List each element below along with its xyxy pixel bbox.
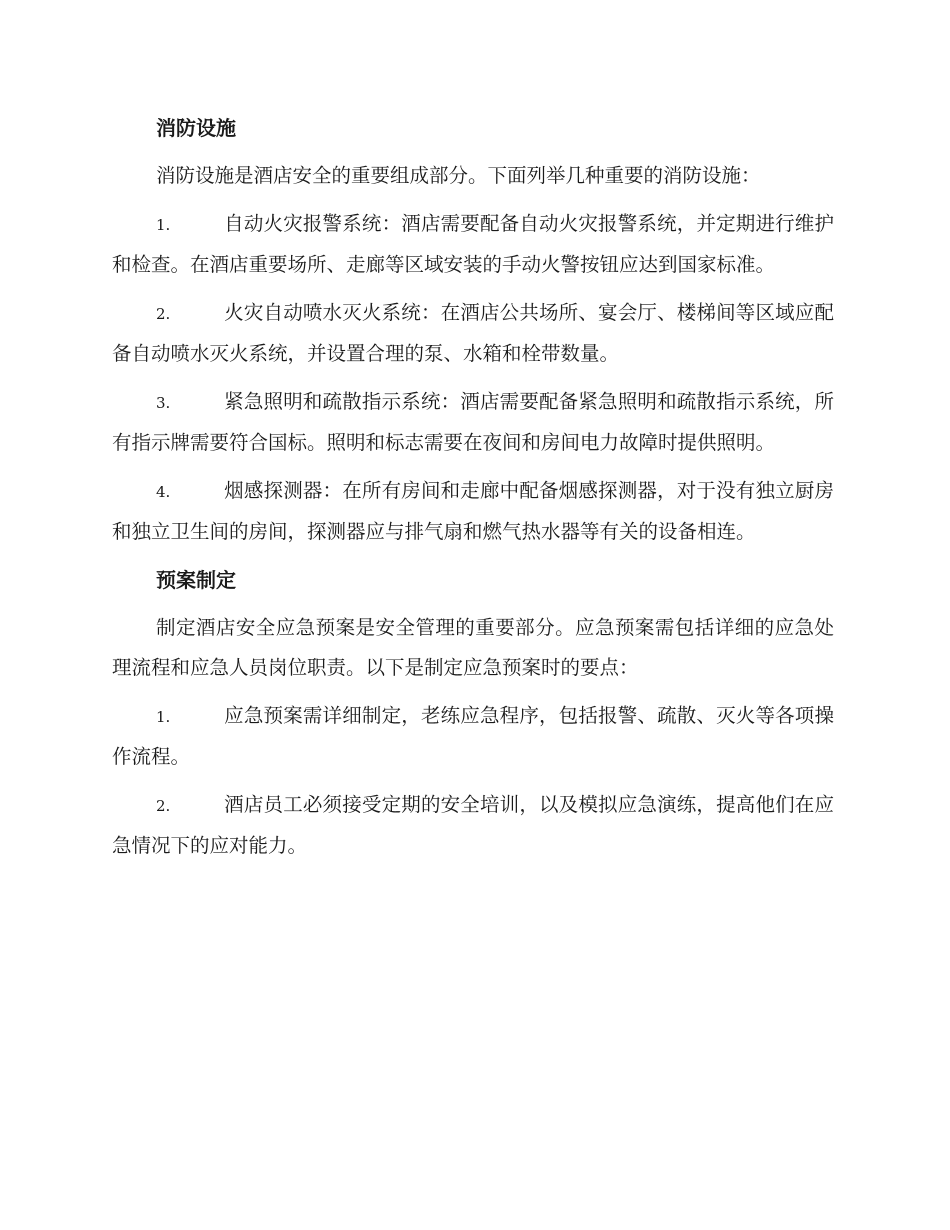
list-item (112, 785, 834, 866)
section-intro: 消防设施是酒店安全的重要组成部分。下面列举几种重要的消防设施： (156, 164, 761, 187)
list-item-text: 紧急照明和疏散指示系统：酒店需要配备紧急照明和疏散指示系统，所有指示牌需要符合国标。照明和标志需要在夜间和房间电力故障时提供照明。 (112, 390, 834, 454)
list-item (112, 204, 834, 285)
list-item-text: 火灾自动喷水灭火系统：在酒店公共场所、宴会厅、楼梯间等区域应配备自动喷水灭火系统，并设置合理的泵、水箱和栓带数量。 (112, 301, 834, 365)
section-emergency-plan (112, 560, 834, 866)
list-item (112, 471, 834, 552)
list-item (112, 696, 834, 777)
section-heading: 预案制定 (156, 568, 236, 592)
list-item-text: 应急预案需详细制定，老练应急程序，包括报警、疏散、灭火等各项操作流程。 (112, 704, 834, 768)
list-item-number: 3. (156, 394, 171, 412)
list-item-number: 1. (156, 216, 171, 234)
list-item-text: 自动火灾报警系统：酒店需要配备自动火灾报警系统，并定期进行维护和检查。在酒店重要场所、走廊等区域安装的手动火警按钮应达到国家标准。 (112, 212, 834, 276)
list-item-number: 2. (156, 797, 171, 815)
section-fire-facilities (112, 108, 834, 552)
list-item-text: 酒店员工必须接受定期的安全培训，以及模拟应急演练，提高他们在应急情况下的应对能力。 (112, 793, 834, 857)
list-item-number: 2. (156, 305, 171, 323)
section-heading: 消防设施 (156, 116, 236, 140)
list-item-number: 4. (156, 483, 171, 501)
document-page (112, 108, 834, 874)
list-item-text: 烟感探测器：在所有房间和走廊中配备烟感探测器，对于没有独立厨房和独立卫生间的房间，探测器应与排气扇和燃气热水器等有关的设备相连。 (112, 479, 834, 543)
list-item (112, 293, 834, 374)
list-item-number: 1. (156, 708, 171, 726)
list-item (112, 382, 834, 463)
section-intro: 制定酒店安全应急预案是安全管理的重要部分。应急预案需包括详细的应急处理流程和应急人员岗位职责。以下是制定应急预案时的要点： (112, 616, 834, 679)
